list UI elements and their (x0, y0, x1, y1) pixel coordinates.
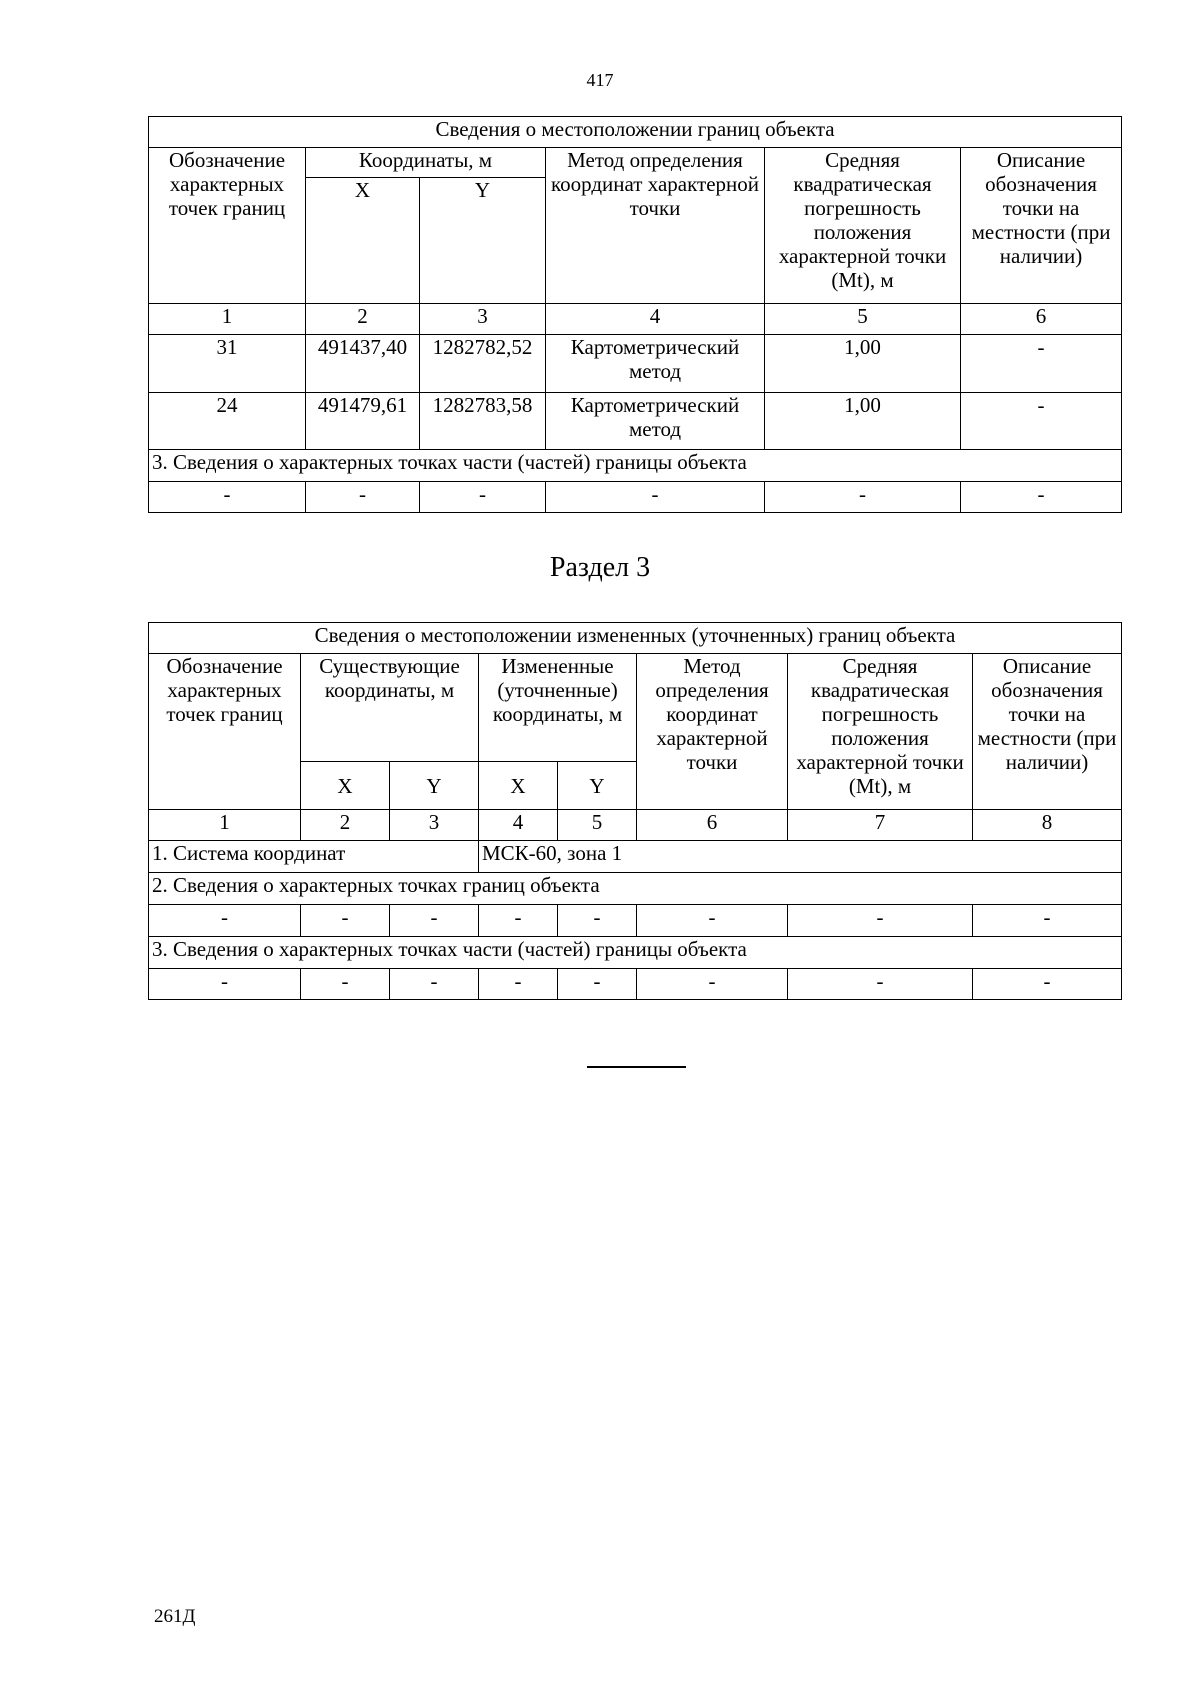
column-number: 6 (637, 810, 788, 841)
column-number: 1 (149, 810, 301, 841)
header-y: Y (420, 178, 546, 304)
coord-system-label: 1. Система координат (149, 841, 479, 873)
x-value: 491437,40 (306, 335, 420, 393)
column-number: 1 (149, 304, 306, 335)
empty-cell: - (479, 969, 558, 1000)
x-value: 491479,61 (306, 393, 420, 450)
table-row (149, 969, 1122, 1000)
header-changed-coordinates: Измененные (уточненные) координаты, м (479, 654, 637, 762)
empty-cell: - (149, 905, 301, 937)
empty-cell: - (149, 482, 306, 513)
table-title: Сведения о местоположении границ объекта (149, 117, 1122, 148)
header-method: Метод определения координат характерной точки (546, 148, 765, 304)
changed-boundary-location-table (148, 622, 1122, 1000)
table-row (149, 482, 1122, 513)
empty-cell: - (479, 905, 558, 937)
column-number: 3 (420, 304, 546, 335)
empty-cell: - (306, 482, 420, 513)
header-coordinates: Координаты, м (306, 148, 546, 178)
point-id: 24 (149, 393, 306, 450)
header-method: Метод определения координат характерной точки (637, 654, 788, 810)
empty-cell: - (765, 482, 961, 513)
header-existing-coordinates: Существующие координаты, м (301, 654, 479, 762)
empty-cell: - (973, 905, 1122, 937)
column-number: 5 (558, 810, 637, 841)
empty-cell: - (637, 969, 788, 1000)
empty-cell: - (390, 969, 479, 1000)
end-rule (587, 1066, 686, 1068)
header-changed-x: X (479, 762, 558, 810)
section2-label: 2. Сведения о характерных точках границ объекта (149, 873, 1122, 905)
empty-cell: - (301, 969, 390, 1000)
section3-label: 3. Сведения о характерных точках части (частей) границы объекта (149, 937, 1122, 969)
header-designation: Обозначение характерных точек границ (149, 148, 306, 304)
description-value: - (961, 335, 1122, 393)
empty-cell: - (558, 969, 637, 1000)
section3-label: 3. Сведения о характерных точках части (частей) границы объекта (149, 450, 1122, 482)
point-id: 31 (149, 335, 306, 393)
empty-cell: - (420, 482, 546, 513)
column-number: 2 (306, 304, 420, 335)
empty-cell: - (301, 905, 390, 937)
footer-code: 261Д (154, 1606, 196, 1627)
error-value: 1,00 (765, 335, 961, 393)
empty-cell: - (546, 482, 765, 513)
boundary-location-table (148, 116, 1122, 513)
empty-cell: - (637, 905, 788, 937)
column-number: 3 (390, 810, 479, 841)
header-description: Описание обозначения точки на местности (при наличии) (973, 654, 1122, 810)
method-value: Картометрический метод (546, 335, 765, 393)
header-changed-y: Y (558, 762, 637, 810)
header-existing-x: X (301, 762, 390, 810)
section-heading: Раздел 3 (549, 552, 651, 583)
y-value: 1282783,58 (420, 393, 546, 450)
empty-cell: - (961, 482, 1122, 513)
table-row (149, 393, 1122, 450)
header-description: Описание обозначения точки на местности (при наличии) (961, 148, 1122, 304)
column-number: 6 (961, 304, 1122, 335)
header-designation: Обозначение характерных точек границ (149, 654, 301, 810)
header-error: Средняя квадратическая погрешность положения характерной точки (Mt), м (788, 654, 973, 810)
column-number: 5 (765, 304, 961, 335)
empty-cell: - (973, 969, 1122, 1000)
header-x: X (306, 178, 420, 304)
table-title: Сведения о местоположении измененных (уточненных) границ объекта (149, 623, 1122, 654)
page-number: 417 (586, 70, 614, 90)
coord-system-value: МСК-60, зона 1 (479, 841, 1122, 873)
error-value: 1,00 (765, 393, 961, 450)
empty-cell: - (788, 905, 973, 937)
table-row (149, 905, 1122, 937)
empty-cell: - (788, 969, 973, 1000)
column-number: 8 (973, 810, 1122, 841)
description-value: - (961, 393, 1122, 450)
header-existing-y: Y (390, 762, 479, 810)
column-numbers-row (149, 810, 1122, 841)
table-row (149, 335, 1122, 393)
column-number: 4 (546, 304, 765, 335)
column-number: 2 (301, 810, 390, 841)
empty-cell: - (390, 905, 479, 937)
header-error: Средняя квадратическая погрешность положения характерной точки (Mt), м (765, 148, 961, 304)
y-value: 1282782,52 (420, 335, 546, 393)
column-number: 7 (788, 810, 973, 841)
empty-cell: - (149, 969, 301, 1000)
empty-cell: - (558, 905, 637, 937)
column-number: 4 (479, 810, 558, 841)
method-value: Картометрический метод (546, 393, 765, 450)
column-numbers-row (149, 304, 1122, 335)
